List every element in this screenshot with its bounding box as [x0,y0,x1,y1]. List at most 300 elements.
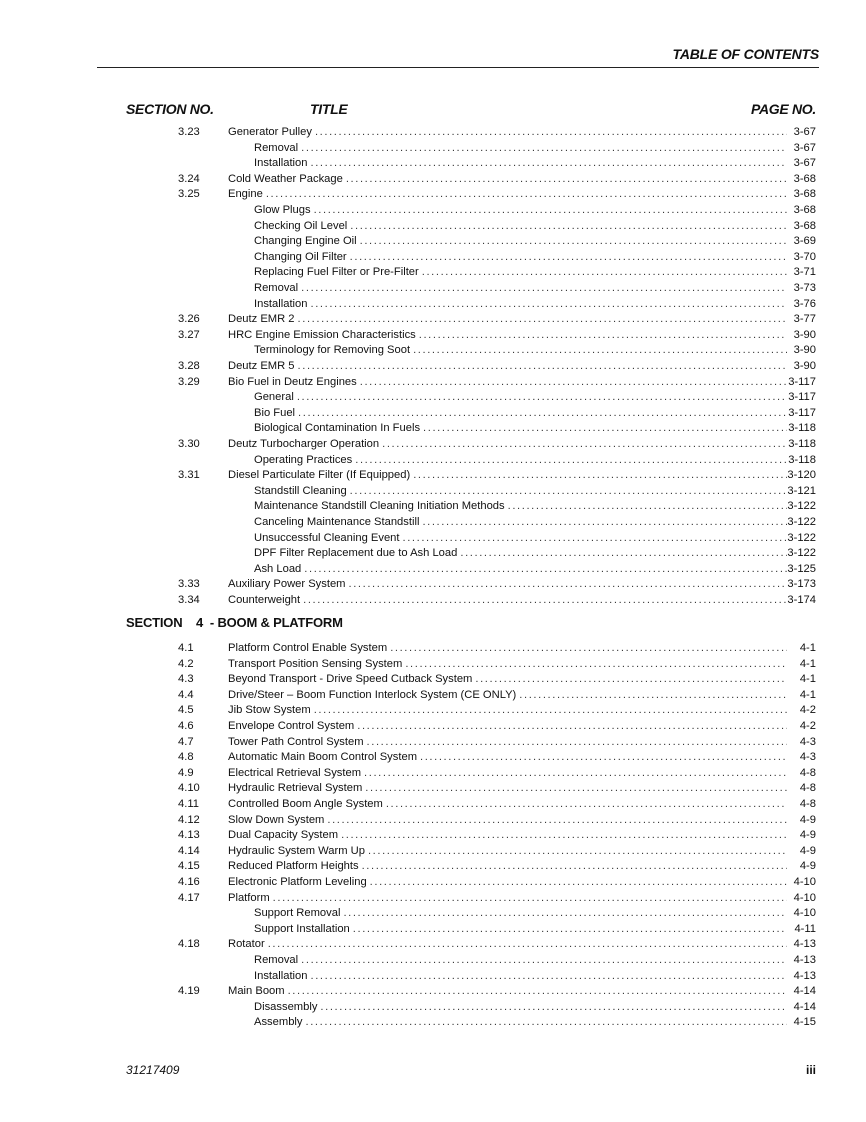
dot-leader [422,514,787,530]
toc-entry-page: 3-70 [793,250,816,263]
toc-entry-title: Removal [254,954,299,966]
toc-entry[interactable] [0,702,866,718]
toc-entry-page: 4-9 [799,860,816,873]
toc-entry[interactable] [0,687,866,703]
toc-entry[interactable] [0,858,866,874]
dot-leader [301,280,787,296]
dot-leader [298,358,787,374]
toc-entry-title: Biological Contamination In Fuels [254,422,421,435]
toc-entry[interactable] [0,296,866,312]
toc-entry-page: 4-1 [799,673,816,686]
toc-entry[interactable] [0,656,866,672]
toc-entry-title-line [254,498,787,514]
toc-entry-number: 4.2 [178,657,194,670]
dot-leader [314,702,787,718]
toc-entry-title: Terminology for Removing Soot [254,344,411,357]
toc-entry-title-line [254,233,787,249]
toc-entry-title-line [228,124,787,140]
toc-entry-number: 4.9 [178,766,194,779]
toc-entry-page: 3-73 [793,282,816,294]
section-4-title: - BOOM & PLATFORM [209,615,343,630]
toc-entry-page: 4-8 [799,798,816,810]
dot-leader [519,687,787,703]
dot-leader [303,592,787,608]
toc-entry-number: 4.10 [178,782,200,795]
dot-leader [349,576,787,592]
toc-entry-title: Hydraulic Retrieval System [228,782,363,795]
toc-entry-title-line [228,640,787,656]
toc-entry-title-line [228,358,787,374]
dot-leader [341,827,787,843]
toc-entry-page: 3-68 [793,219,816,232]
toc-entry-title: Controlled Boom Angle System [228,798,383,810]
dot-leader [327,812,787,828]
toc-entry[interactable] [0,140,866,156]
toc-entry-number: 3.34 [178,594,200,606]
toc-entry[interactable] [0,202,866,218]
toc-entry-title-line [228,171,787,187]
toc-entry-page: 3-69 [793,235,816,248]
toc-entry-page: 4-9 [799,844,816,857]
toc-entry-title: Changing Engine Oil [254,235,357,248]
toc-entry-page: 3-174 [787,594,816,606]
toc-entry-title: Installation [254,297,308,310]
toc-entry-page: 3-122 [787,500,816,513]
toc-entry-page: 3-68 [793,188,816,201]
toc-entry[interactable] [0,389,866,405]
toc-entry-page: 4-13 [793,938,816,951]
toc-entry-title-line [228,311,787,327]
toc-entry-title: Deutz EMR 2 [228,313,295,326]
toc-entry-title: Deutz EMR 5 [228,360,295,372]
toc-entry[interactable] [0,171,866,187]
toc-entry-page: 3-71 [793,266,816,279]
toc-entry[interactable] [0,890,866,906]
toc-entry-page: 4-11 [794,922,816,935]
dot-leader [298,405,787,421]
toc-entry-title-line [254,140,787,156]
column-header-page: PAGE NO. [750,101,816,117]
toc-entry-page: 3-76 [793,297,816,310]
dot-leader [413,467,787,483]
toc-entry[interactable] [0,530,866,546]
toc-entry-page: 3-68 [793,204,816,216]
toc-entry-title-line [254,921,787,937]
toc-entry-number: 4.4 [178,688,194,701]
toc-entry-title-line [254,452,787,468]
dot-leader [405,656,787,672]
dot-leader [365,780,787,796]
toc-entry-title-line [254,483,787,499]
toc-entry-title-line [254,1014,787,1030]
toc-entry[interactable] [0,874,866,890]
toc-entry-title: Checking Oil Level [254,219,348,232]
toc-entry-page: 4-2 [799,704,816,717]
dot-leader [273,890,787,906]
toc-entry-title: Diesel Particulate Filter (If Equipped) [228,469,411,482]
toc-entry-number: 3.31 [178,469,200,482]
toc-entry-number: 3.29 [178,375,200,388]
toc-entry[interactable] [0,498,866,514]
toc-entry-title-line [228,592,787,608]
toc-entry-title: Dual Capacity System [228,829,339,842]
toc-entry-page: 4-1 [799,642,816,654]
toc-entry-title-line [228,858,787,874]
toc-entry-title-line [228,749,787,765]
dot-leader [403,530,787,546]
toc-entry-title-line [254,420,787,436]
toc-entry-title: Hydraulic System Warm Up [228,844,365,857]
dot-leader [315,124,787,140]
toc-entry-title-line [254,999,787,1015]
dot-leader [413,342,787,358]
toc-entry[interactable] [0,749,866,765]
dot-leader [419,327,787,343]
toc-entry-title: HRC Engine Emission Characteristics [228,328,416,341]
toc-entry-title: Glow Plugs [254,204,311,216]
toc-entry-title-line [254,389,787,405]
toc-entry[interactable] [0,780,866,796]
column-header-section: SECTION NO. [126,101,214,117]
toc-entry-page: 3-90 [793,328,816,341]
header-title: TABLE OF CONTENTS [672,46,819,62]
toc-entry-number: 4.7 [178,735,194,748]
dot-leader [382,436,787,452]
toc-entry-title-line [254,968,787,984]
toc-entry[interactable] [0,514,866,530]
toc-entry-number: 4.16 [178,876,200,888]
toc-entry[interactable] [0,358,866,374]
toc-entry[interactable] [0,796,866,812]
toc-entry-title: Maintenance Standstill Cleaning Initiation Methods [254,500,505,513]
toc-entry-page: 3-90 [793,360,816,372]
toc-entry-title-line [228,718,787,734]
dot-leader [301,952,787,968]
toc-entry[interactable] [0,843,866,859]
toc-entry[interactable] [0,952,866,968]
toc-entry-number: 4.18 [178,938,200,951]
toc-entry[interactable] [0,374,866,390]
dot-leader [350,218,787,234]
toc-entry-page: 3-120 [787,469,816,482]
toc-entry-title: Slow Down System [228,813,325,826]
toc-entry-title: DPF Filter Replacement due to Ash Load [254,547,458,560]
toc-entry-title-line [228,827,787,843]
toc-entry[interactable] [0,233,866,249]
toc-entry-page: 4-13 [793,954,816,966]
dot-leader [311,296,788,312]
dot-leader [353,921,787,937]
toc-entry-number: 3.27 [178,328,200,341]
toc-entry-number: 4.15 [178,860,200,873]
toc-entry[interactable] [0,280,866,296]
toc-entry-title-line [254,280,787,296]
toc-entry[interactable] [0,327,866,343]
toc-entry-number: 3.28 [178,360,200,372]
toc-entry[interactable] [0,936,866,952]
toc-entry-title: Automatic Main Boom Control System [228,751,418,764]
toc-entry-number: 4.6 [178,720,194,732]
toc-entry-page: 3-125 [787,562,816,575]
toc-entry-title-line [254,202,787,218]
toc-entry-title-line [254,405,787,421]
toc-entry-title-line [228,843,787,859]
toc-entry-title-line [254,530,787,546]
toc-entry[interactable] [0,405,866,421]
dot-leader [460,545,787,561]
toc-entry-title-line [254,342,787,358]
toc-entry-page: 4-10 [793,891,816,904]
dot-leader [301,140,787,156]
toc-entry[interactable] [0,311,866,327]
toc-entry-number: 3.30 [178,438,200,450]
toc-entry-title: Changing Oil Filter [254,250,347,263]
toc-entry-title: Ash Load [254,562,302,575]
toc-entry-number: 4.1 [178,642,194,654]
toc-entry-title-line [228,436,787,452]
dot-leader [368,843,787,859]
toc-entry-title: Operating Practices [254,453,353,466]
toc-entry-page: 4-1 [799,657,816,670]
toc-entry-title: Tower Path Control System [228,735,364,748]
dot-leader [343,905,787,921]
toc-entry-title-line [228,765,787,781]
toc-entry-title: Replacing Fuel Filter or Pre-Filter [254,266,419,279]
toc-entry-page: 4-1 [799,688,816,701]
toc-entry-page: 3-122 [787,516,816,528]
toc-entry-title-line [228,796,787,812]
toc-entry-number: 3.26 [178,313,200,326]
toc-entry-page: 4-8 [799,782,816,795]
toc-entry-number: 3.24 [178,172,200,185]
dot-leader [423,420,787,436]
dot-leader [355,452,787,468]
toc-entry-page: 3-117 [788,391,816,404]
toc-entry-title: Electrical Retrieval System [228,766,362,779]
toc-entry-page: 4-3 [799,751,816,764]
toc-entry[interactable] [0,264,866,280]
dot-leader [370,874,787,890]
toc-entry-title: Engine [228,188,263,201]
toc-entry[interactable] [0,342,866,358]
toc-entry-page: 4-13 [793,969,816,982]
toc-entry-title: Removal [254,141,299,154]
toc-entry-title-line [228,734,787,750]
toc-entry[interactable] [0,561,866,577]
toc-entry-title-line [228,890,787,906]
footer-page-number: iii [805,1063,816,1077]
toc-entry-title: Installation [254,969,308,982]
toc-entry-number: 4.12 [178,813,200,826]
toc-entry-title: Envelope Control System [228,720,355,732]
footer-doc-number: 31217409 [126,1063,180,1077]
dot-leader [362,858,787,874]
toc-entry-title-line [228,576,787,592]
toc-entry-page: 3-67 [793,157,816,170]
section-4-number: 4 [196,615,204,630]
toc-entry-title-line [228,687,787,703]
toc-entry-page: 4-8 [799,766,816,779]
toc-entry-title-line [228,671,787,687]
toc-entry-title: Platform Control Enable System [228,642,388,654]
toc-entry-title-line [228,983,787,999]
toc-entry[interactable] [0,436,866,452]
toc-entry-title-line [254,218,787,234]
toc-entry-title: Reduced Platform Heights [228,860,359,873]
toc-entry-title: Jib Stow System [228,704,311,717]
toc-entry-number: 4.13 [178,829,200,842]
section-4-label: SECTION [126,615,183,630]
toc-entry-title-line [254,952,787,968]
toc-entry[interactable] [0,999,866,1015]
toc-entry-number: 4.17 [178,891,200,904]
column-header-title: TITLE [310,101,348,117]
dot-leader [508,498,787,514]
toc-entry-number: 3.33 [178,578,200,591]
dot-leader [360,374,787,390]
toc-entry-title-line [228,936,787,952]
toc-entry-number: 4.5 [178,704,194,717]
toc-entry-number: 4.8 [178,751,194,764]
dot-leader [298,311,787,327]
toc-entry[interactable] [0,921,866,937]
toc-entry-title-line [254,264,787,280]
toc-entry[interactable] [0,734,866,750]
toc-entry-title: Standstill Cleaning [254,484,347,497]
dot-leader [266,186,787,202]
dot-leader [320,999,787,1015]
toc-entry-page: 3-117 [788,375,816,388]
dot-leader [311,968,788,984]
toc-entry-title-line [254,296,787,312]
dot-leader [268,936,787,952]
dot-leader [306,1014,788,1030]
toc-entry-title-line [228,186,787,202]
toc-entry-page: 4-10 [793,876,816,888]
toc-entry[interactable] [0,249,866,265]
dot-leader [350,249,787,265]
toc-entry-title: Unsuccessful Cleaning Event [254,531,400,544]
toc-entry[interactable] [0,718,866,734]
toc-entry[interactable] [0,640,866,656]
toc-entry-title: Canceling Maintenance Standstill [254,516,420,528]
toc-entry-title: Auxiliary Power System [228,578,346,591]
toc-entry-page: 3-122 [787,547,816,560]
toc-entry-title: Platform [228,891,270,904]
toc-entry-title: Cold Weather Package [228,172,343,185]
toc-entry[interactable] [0,452,866,468]
section-4-heading [126,615,343,630]
toc-entry[interactable] [0,186,866,202]
toc-entry-number: 4.11 [178,798,199,810]
toc-entry[interactable] [0,218,866,234]
toc-entry-title-line [228,702,787,718]
toc-entry-number: 4.19 [178,985,200,998]
toc-entry-page: 3-121 [787,484,816,497]
toc-entry-title: Counterweight [228,594,301,606]
toc-entry[interactable] [0,155,866,171]
toc-entry-title: Installation [254,157,308,170]
dot-leader [346,171,787,187]
toc-entry-title: Bio Fuel [254,406,296,419]
toc-entry[interactable] [0,671,866,687]
toc-entry-title-line [228,874,787,890]
toc-entry-page: 3-90 [793,344,816,357]
toc-entry-page: 4-9 [799,813,816,826]
toc-entry-title: Main Boom [228,985,285,998]
dot-leader [475,671,787,687]
dot-leader [297,389,787,405]
toc-entry[interactable] [0,124,866,140]
toc-entry-page: 3-118 [788,453,816,466]
toc-entry[interactable] [0,765,866,781]
dot-leader [357,718,787,734]
dot-leader [420,749,787,765]
toc-entry-title: Support Installation [254,922,350,935]
toc-entry-title: Drive/Steer – Boom Function Interlock System (CE ONLY) [228,688,517,701]
dot-leader [350,483,787,499]
toc-entry-title-line [254,249,787,265]
toc-entry-title-line [228,467,787,483]
toc-entry-title-line [228,374,787,390]
toc-entry[interactable] [0,812,866,828]
toc-entry-page: 3-67 [793,141,816,154]
toc-entry-title: Generator Pulley [228,126,312,138]
toc-entry-title: Bio Fuel in Deutz Engines [228,375,357,388]
toc-entry-page: 3-118 [788,422,816,435]
dot-leader [422,264,787,280]
toc-entry[interactable] [0,905,866,921]
toc-entry-title-line [228,656,787,672]
toc-entry[interactable] [0,983,866,999]
toc-entry[interactable] [0,467,866,483]
toc-entry-title: Transport Position Sensing System [228,657,403,670]
dot-leader [311,155,788,171]
dot-leader [364,765,787,781]
toc-entry-title: Electronic Platform Leveling [228,876,367,888]
toc-entry-page: 4-3 [799,735,816,748]
toc-entry[interactable] [0,968,866,984]
dot-leader [288,983,787,999]
toc-entry-title-line [254,561,787,577]
header-rule [97,67,819,68]
toc-entry-title-line [254,545,787,561]
toc-entry-page: 4-9 [799,829,816,842]
toc-entry[interactable] [0,576,866,592]
toc-entry-number: 4.3 [178,673,194,686]
toc-entry-number: 3.25 [178,188,200,201]
toc-entry[interactable] [0,592,866,608]
toc-entry[interactable] [0,1014,866,1030]
toc-entry-page: 4-14 [793,985,816,998]
toc-entry-page: 4-14 [793,1000,816,1013]
toc-entry-title: General [254,391,294,404]
toc-entry[interactable] [0,420,866,436]
toc-entry[interactable] [0,483,866,499]
toc-entry-number: 4.14 [178,844,200,857]
toc-entry-title-line [254,514,787,530]
toc-entry-title-line [254,155,787,171]
toc-entry-page: 3-173 [787,578,816,591]
toc-entry-title-line [228,327,787,343]
toc-entry[interactable] [0,545,866,561]
dot-leader [304,561,787,577]
toc-entry[interactable] [0,827,866,843]
toc-entry-title: Support Removal [254,907,341,920]
toc-entry-page: 3-117 [788,406,816,419]
toc-entry-page: 4-10 [793,907,816,920]
toc-entry-page: 3-118 [788,438,816,450]
